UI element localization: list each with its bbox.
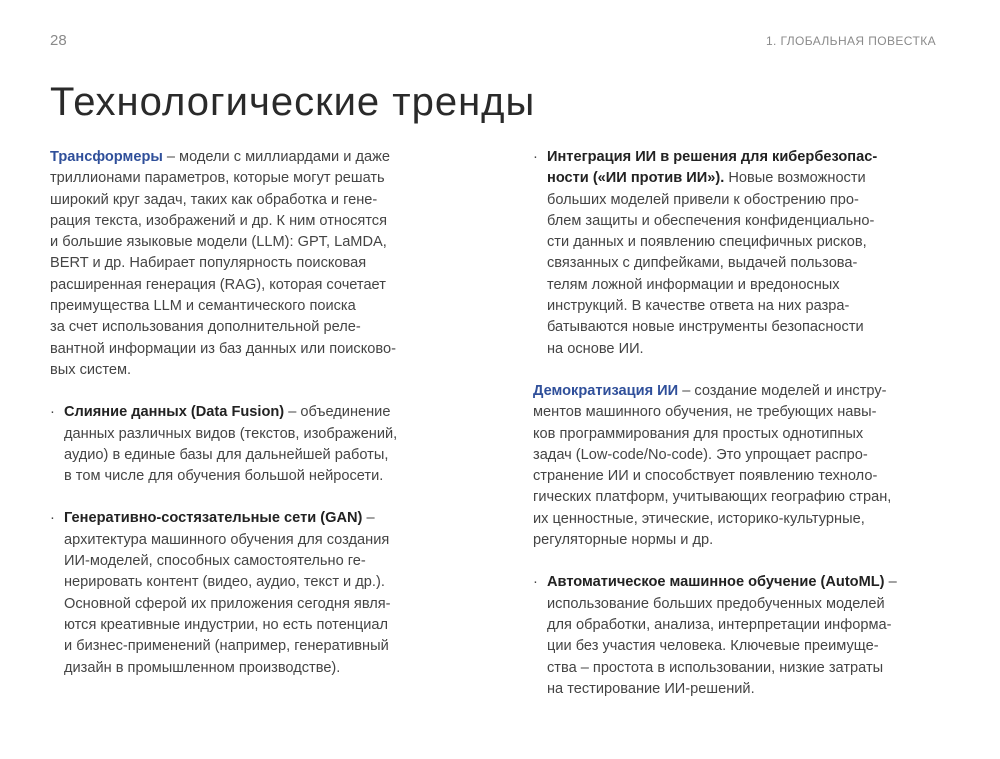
bullet-automl: · Автоматическое машинное обучение (AutoML) – использование больших предобученных моделей для обработки, анализа, интерпретации информа- ции без участия человека. Ключевые преимуще- ства – простота в использовании, низкие затраты на тестирование ИИ-решений.: [533, 574, 897, 697]
term-transformers: Трансформеры: [50, 149, 163, 165]
paragraph-democratization: Демократизация ИИ – создание моделей и инстру- ментов машинного обучения, не требующих навы- ков программирования для простых однотипных задач (Low-code/No-code). Это упрощает распро- странение ИИ и способствует появлению техноло- гических платформ, учитывающих географию стран, их ценностные, этические, историко-культурные, регуляторные нормы и др.: [533, 382, 892, 549]
bullet-dot: ·: [533, 149, 538, 165]
left-column: [50, 147, 450, 679]
paragraph-transformers: Трансформеры – модели с миллиардами и даже триллионами параметров, которые могут решать широкий круг задач, таких как обработка и гене- рация текста, изображений и др. К ним относятся и большие языковые модели (LLM): GPT, LaMDA, BERT и др. Набирает популярность поисковая расширенная генерация (RAG), которая сочетает преимущества LLM и семантического поиска за счет использования дополнительной реле- вантной информации из баз данных или поисково- вых систем.: [50, 149, 396, 378]
bullet-gan: · Генеративно-состязательные сети (GAN) – архитектура машинного обучения для создания ИИ-моделей, способных самостоятельно ге- нерировать контент (видео, аудио, текст и др.). Основной сферой их приложения сегодня явля- ются креативные индустрии, но есть потенциал и бизнес-применений (например, генеративный дизайн в промышленном производстве).: [50, 510, 391, 676]
term-gan: Генеративно-состязательные сети (GAN): [64, 510, 363, 527]
bullet-cybersecurity: · Интеграция ИИ в решения для кибербезопас- ности («ИИ против ИИ»). Новые возможности больших моделей привели к обострению про- блем защиты и обеспечения конфиденциально- сти данных и появлению специфичных рисков, связанных с дипфейками, выдачей пользова- телям ложной информации и вредоносных инструкций. В качестве ответа на них разра- батываются новые инструменты безопасности на основе ИИ.: [533, 147, 953, 360]
bullet-data-fusion: · Слияние данных (Data Fusion) – объединение данных различных видов (текстов, изображений, аудио) в единые базы для дальнейшей работы, в том числе для обучения большой нейросети.: [50, 404, 398, 485]
bullet-dot: ·: [50, 404, 55, 421]
page-title: Технологические тренды: [50, 80, 536, 124]
term-democratization: Демократизация ИИ: [533, 382, 679, 399]
page-number: 28: [50, 32, 67, 49]
bullet-dot: ·: [533, 574, 538, 591]
right-column: [533, 147, 953, 700]
section-header: 1. ГЛОБАЛЬНАЯ ПОВЕСТКА: [765, 34, 936, 48]
bullet-dot: ·: [50, 510, 55, 527]
term-automl: Автоматическое машинное обучение (AutoML): [547, 574, 885, 591]
term-cybersecurity: Интеграция ИИ в решения для кибербезопас-: [547, 149, 878, 165]
term-data-fusion: Слияние данных (Data Fusion): [64, 404, 285, 421]
